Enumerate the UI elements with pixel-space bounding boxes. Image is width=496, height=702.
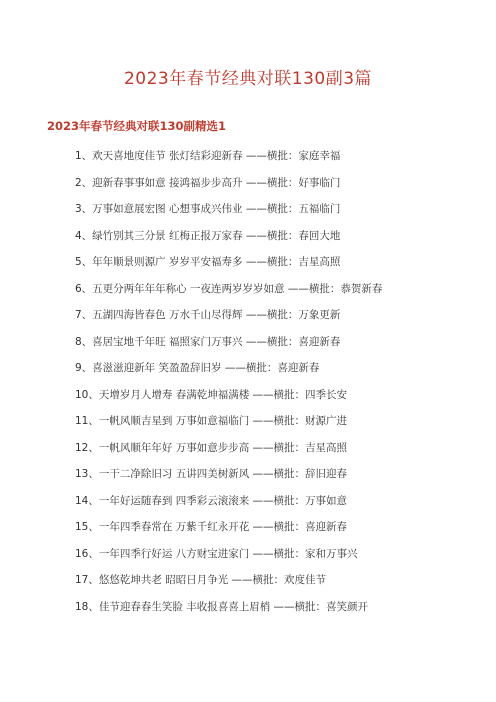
document-title: 2023年春节经典对联130副3篇: [123, 69, 373, 89]
couplet-item: 6、五更分两年年年称心 一夜连两岁岁岁如意 ——横批：恭贺新春: [75, 282, 383, 295]
couplet-item: 15、一年四季春常在 万紫千红永开花 ——横批：喜迎新春: [75, 521, 348, 533]
couplet-item: 3、万事如意展宏图 心想事成兴伟业 ——横批：五福临门: [75, 203, 341, 215]
couplet-item: 7、五湖四海皆春色 万水千山尽得辉 ——横批：万象更新: [75, 309, 341, 321]
couplet-item: 1、欢天喜地度佳节 张灯结彩迎新春 ——横批：家庭幸福: [75, 150, 341, 162]
section-heading: 2023年春节经典对联130副精选1: [47, 119, 227, 133]
couplet-item: 14、一年好运随春到 四季彩云滚滚来 ——横批：万事如意: [75, 494, 348, 507]
couplet-item: 2、迎新春事事如意 接鸿福步步高升 ——横批：好事临门: [75, 176, 341, 189]
couplet-item: 13、一干二净除旧习 五讲四美树新风 ——横批：辞旧迎春: [75, 468, 348, 480]
couplet-item: 10、天增岁月人增寿 春满乾坤福满楼 ——横批：四季长安: [75, 388, 348, 401]
couplet-item: 8、喜居宝地千年旺 福照家门万事兴 ——横批：喜迎新春: [75, 335, 341, 348]
couplet-item: 11、一帆风顺吉星到 万事如意福临门 ——横批：财源广进: [75, 415, 348, 427]
couplet-item: 5、年年顺景则源广 岁岁平安福寿多 ——横批：吉星高照: [75, 256, 341, 268]
couplet-item: 17、悠悠乾坤共老 昭昭日月争光 ——横批：欢度佳节: [75, 574, 327, 586]
couplet-item: 16、一年四季行好运 八方财宝进家门 ——横批：家和万事兴: [75, 547, 358, 560]
couplet-item: 4、绿竹别其三分景 红梅正报万家春 ——横批：春回大地: [75, 229, 341, 242]
couplet-item: 9、喜滋滋迎新年 笑盈盈辞旧岁 ——横批：喜迎新春: [75, 362, 320, 374]
couplet-list: [75, 143, 382, 620]
couplet-item: 12、一帆风顺年年好 万事如意步步高 ——横批：吉星高照: [75, 441, 348, 454]
couplet-item: 18、佳节迎春春生笑脸 丰收报喜喜上眉梢 ——横批：喜笑颜开: [75, 600, 369, 613]
